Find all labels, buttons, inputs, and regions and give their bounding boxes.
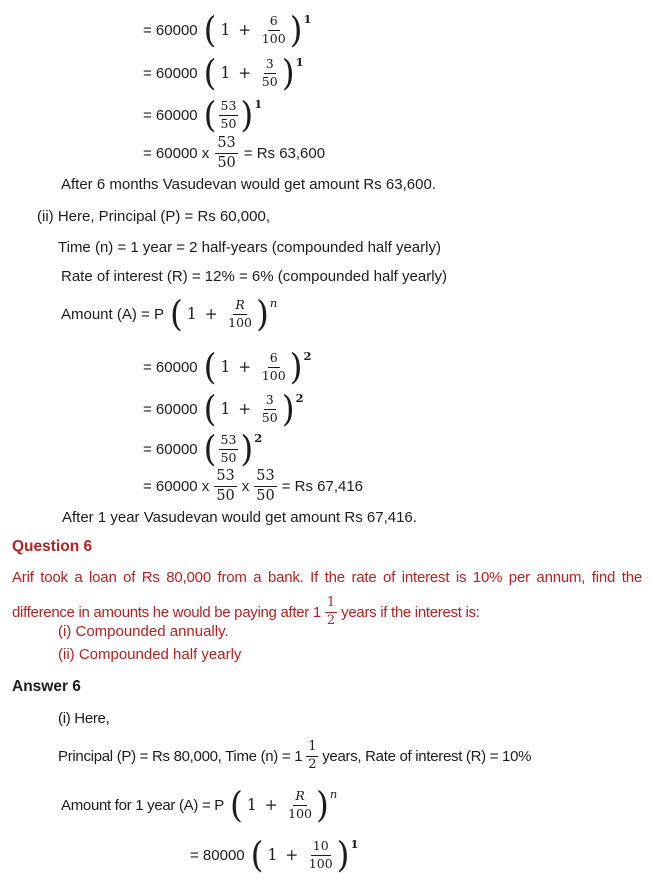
question-option-ii: (ii) Compounded half yearly bbox=[58, 646, 242, 663]
formula-inner: 1 + bbox=[186, 305, 220, 323]
paren-group bbox=[204, 10, 312, 50]
equation-line-4 bbox=[143, 131, 325, 175]
equation-prefix: = 80000 bbox=[190, 846, 245, 864]
question-text-post: years if the interest is: bbox=[341, 603, 480, 621]
exponent: 1 bbox=[350, 837, 359, 851]
part-ii-principal: (ii) Here, Principal (P) = Rs 60,000, bbox=[37, 208, 270, 225]
equation-line-1 bbox=[143, 8, 312, 52]
open-paren: ( bbox=[169, 292, 183, 335]
fraction bbox=[226, 297, 254, 331]
open-paren: ( bbox=[203, 51, 217, 94]
answer-here-line: (i) Here, bbox=[58, 710, 110, 727]
answer-amount-formula bbox=[61, 783, 337, 827]
equation-result: = Rs 67,416 bbox=[281, 477, 364, 495]
equation-prefix: = 60000 bbox=[143, 64, 198, 82]
fraction-denominator: 100 bbox=[308, 855, 333, 871]
fraction bbox=[254, 467, 276, 506]
fraction-numerator: 53 bbox=[254, 467, 276, 487]
equation-inner: 1 + bbox=[220, 21, 253, 39]
open-paren: ( bbox=[203, 8, 217, 51]
fraction-denominator: 50 bbox=[261, 73, 278, 89]
fraction-denominator: 50 bbox=[217, 154, 236, 171]
exponent: n bbox=[329, 787, 338, 801]
fraction bbox=[214, 467, 236, 506]
paren-group bbox=[204, 389, 304, 429]
paren-group bbox=[230, 785, 337, 825]
equation-prefix: = 60000 bbox=[143, 21, 198, 39]
half-fraction bbox=[306, 739, 318, 773]
fraction bbox=[260, 350, 288, 384]
times-symbol: x bbox=[241, 477, 250, 495]
equation-result: = Rs 63,600 bbox=[243, 144, 326, 162]
open-paren: ( bbox=[203, 345, 217, 388]
amount-formula bbox=[61, 292, 277, 336]
close-paren: ) bbox=[281, 51, 295, 94]
close-paren: ) bbox=[289, 345, 303, 388]
equation-prefix: = 60000 bbox=[143, 400, 198, 418]
fraction-denominator: 2 bbox=[308, 756, 317, 772]
answer-6-heading: Answer 6 bbox=[12, 678, 81, 695]
open-paren: ( bbox=[203, 427, 217, 470]
fraction bbox=[307, 838, 335, 872]
fraction-numerator: R bbox=[233, 297, 246, 314]
part-ii-time: Time (n) = 1 year = 2 half-years (compounded half yearly) bbox=[58, 239, 441, 256]
fraction-numerator: 53 bbox=[215, 134, 237, 154]
answer-given-line bbox=[58, 736, 531, 776]
close-paren: ) bbox=[289, 8, 303, 51]
question-6-heading: Question 6 bbox=[12, 538, 93, 555]
paren-group bbox=[204, 429, 263, 469]
fraction-denominator: 100 bbox=[261, 30, 286, 46]
exponent: 1 bbox=[303, 12, 312, 26]
exponent: 2 bbox=[295, 391, 304, 405]
fraction-denominator: 50 bbox=[216, 487, 235, 504]
paren-group bbox=[251, 835, 359, 875]
fraction-denominator: 50 bbox=[220, 115, 237, 131]
close-paren: ) bbox=[255, 292, 269, 335]
fraction-numerator: R bbox=[293, 788, 306, 805]
principal-text-post: years, Rate of interest (R) = 10% bbox=[322, 747, 532, 765]
formula-inner: 1 + bbox=[246, 796, 280, 814]
equation-inner: 1 + bbox=[220, 358, 253, 376]
fraction-denominator: 50 bbox=[220, 449, 237, 465]
fraction-numerator: 6 bbox=[268, 350, 280, 367]
conclusion-1-year: After 1 year Vasudevan would get amount Rs 67,416. bbox=[62, 509, 417, 526]
open-paren: ( bbox=[250, 833, 264, 876]
fraction-denominator: 50 bbox=[261, 409, 278, 425]
fraction-numerator: 6 bbox=[268, 13, 280, 30]
fraction bbox=[286, 788, 314, 822]
fraction-numerator: 3 bbox=[264, 56, 276, 73]
fraction bbox=[260, 392, 280, 426]
fraction-numerator: 1 bbox=[325, 595, 337, 612]
fraction bbox=[260, 56, 280, 90]
question-text-pre: difference in amounts he would be paying after 1 bbox=[12, 603, 321, 621]
equation-line-6 bbox=[143, 387, 304, 431]
formula-prefix: Amount for 1 year (A) = P bbox=[61, 796, 224, 814]
open-paren: ( bbox=[230, 783, 243, 826]
paren-group bbox=[204, 53, 304, 93]
fraction bbox=[215, 134, 237, 173]
half-fraction bbox=[325, 595, 337, 629]
paren-group bbox=[204, 95, 263, 135]
equation-prefix: = 60000 bbox=[143, 440, 198, 458]
fraction-denominator: 100 bbox=[228, 314, 252, 330]
equation-inner: 1 + bbox=[267, 846, 300, 864]
paren-group bbox=[204, 347, 312, 387]
exponent: n bbox=[269, 296, 278, 310]
exponent: 2 bbox=[254, 431, 263, 445]
formula-prefix: Amount (A) = P bbox=[61, 305, 164, 323]
equation-line-8 bbox=[143, 464, 363, 508]
fraction-numerator: 10 bbox=[311, 838, 331, 855]
fraction-numerator: 53 bbox=[219, 432, 239, 449]
conclusion-6-months: After 6 months Vasudevan would get amount Rs 63,600. bbox=[61, 176, 436, 193]
exponent: 1 bbox=[295, 55, 304, 69]
exponent: 2 bbox=[303, 349, 312, 363]
fraction-numerator: 1 bbox=[306, 739, 318, 756]
equation-inner: 1 + bbox=[220, 64, 253, 82]
fraction-denominator: 100 bbox=[288, 805, 313, 821]
fraction bbox=[219, 432, 239, 466]
fraction-denominator: 2 bbox=[326, 612, 336, 628]
close-paren: ) bbox=[336, 833, 350, 876]
equation-prefix: = 60000 x bbox=[143, 144, 210, 162]
close-paren: ) bbox=[281, 387, 295, 430]
fraction-denominator: 50 bbox=[256, 487, 275, 504]
close-paren: ) bbox=[240, 93, 254, 136]
answer-final-equation bbox=[190, 833, 359, 877]
fraction-numerator: 53 bbox=[214, 467, 236, 487]
equation-prefix: = 60000 bbox=[143, 358, 198, 376]
question-6-text-line1: Arif took a loan of Rs 80,000 from a bank. If the rate of interest is 10% per annum, find the bbox=[12, 569, 642, 586]
open-paren: ( bbox=[203, 387, 217, 430]
open-paren: ( bbox=[203, 93, 217, 136]
fraction-denominator: 100 bbox=[261, 367, 286, 383]
fraction-numerator: 3 bbox=[264, 392, 276, 409]
paren-group bbox=[170, 294, 277, 334]
fraction-numerator: 53 bbox=[219, 98, 239, 115]
equation-line-2 bbox=[143, 51, 304, 95]
equation-inner: 1 + bbox=[220, 400, 253, 418]
part-ii-rate: Rate of interest (R) = 12% = 6% (compounded half yearly) bbox=[61, 268, 448, 285]
principal-text-pre: Principal (P) = Rs 80,000, Time (n) = 1 bbox=[58, 747, 303, 765]
equation-line-5 bbox=[143, 345, 312, 389]
fraction bbox=[260, 13, 288, 47]
close-paren: ) bbox=[316, 783, 329, 826]
equation-prefix: = 60000 bbox=[143, 106, 198, 124]
question-option-i: (i) Compounded annually. bbox=[58, 623, 229, 640]
equation-prefix: = 60000 x bbox=[143, 477, 210, 495]
close-paren: ) bbox=[240, 427, 254, 470]
fraction bbox=[219, 98, 239, 132]
exponent: 1 bbox=[254, 97, 263, 111]
